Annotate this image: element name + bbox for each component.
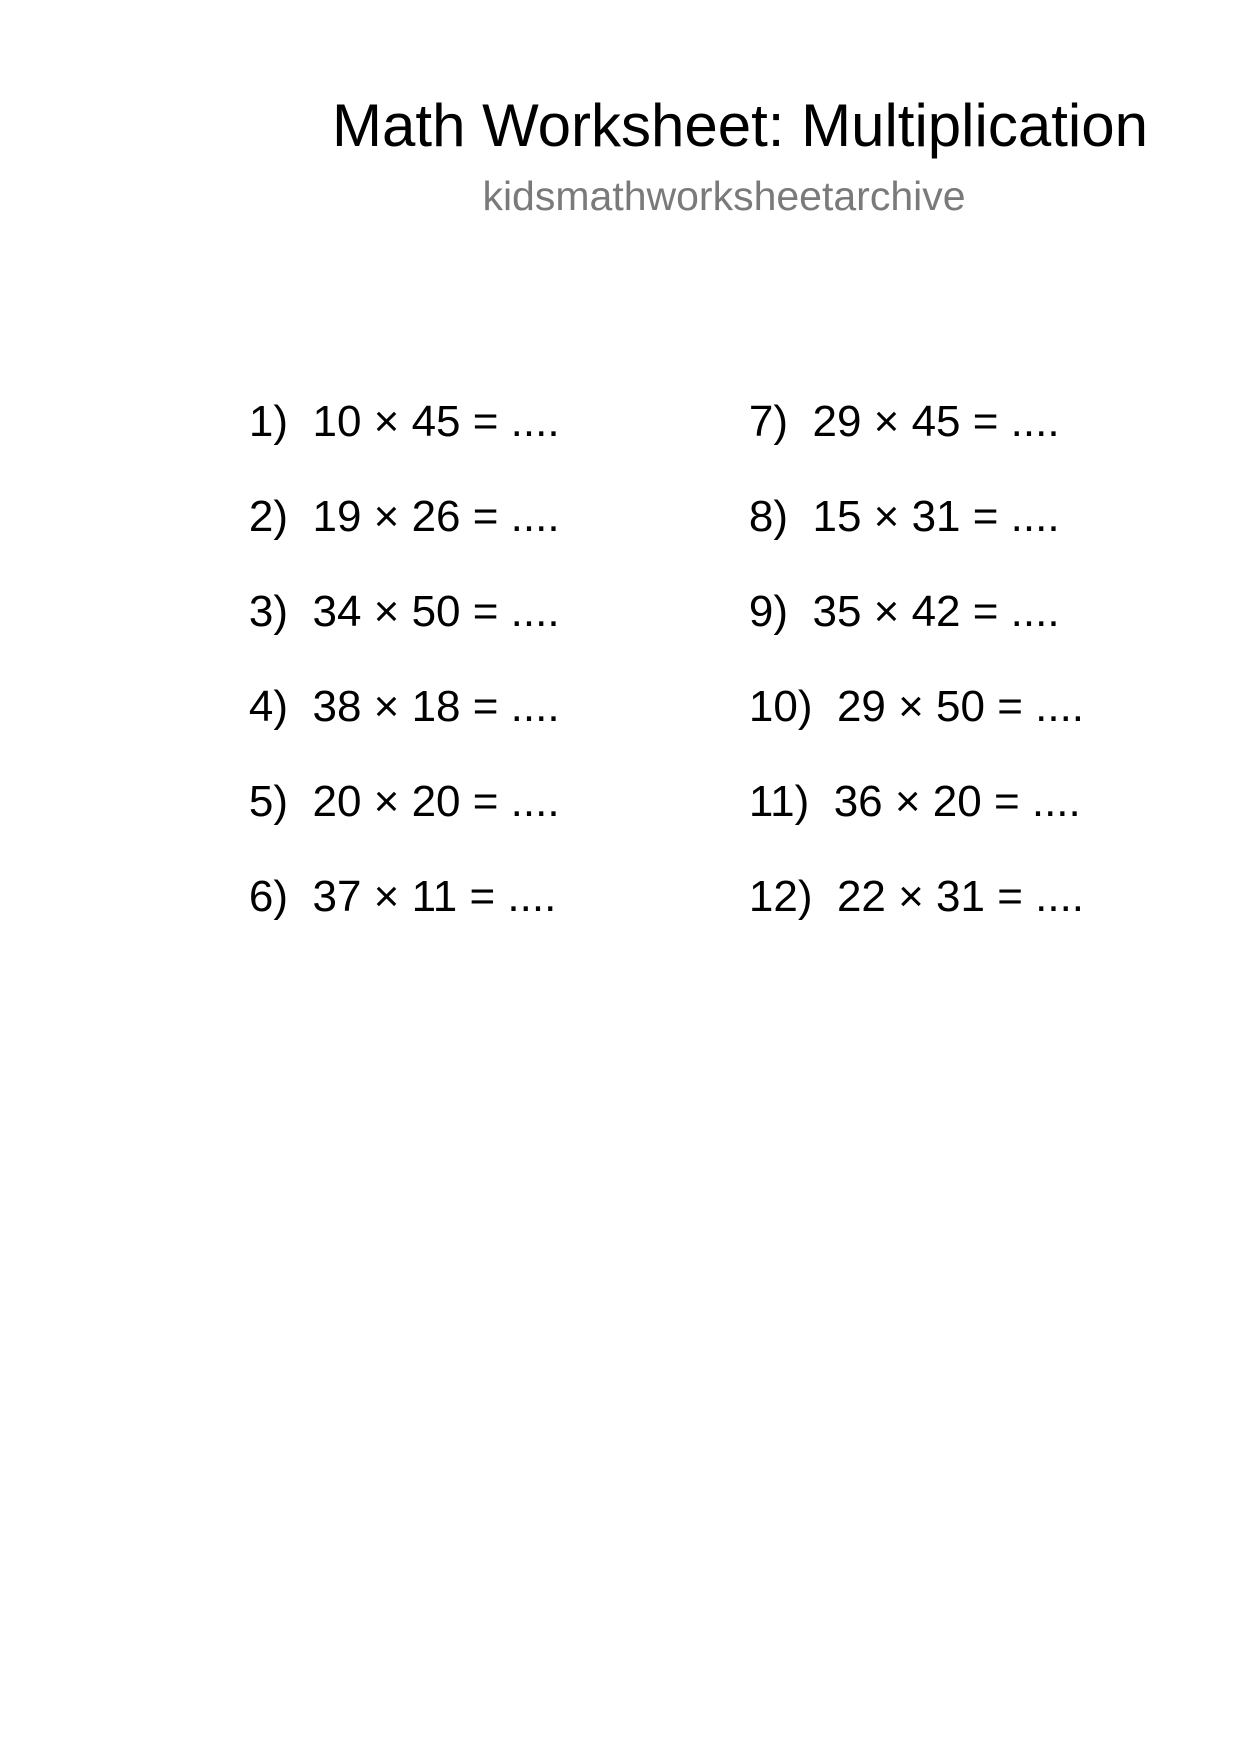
problem-number: 7) (748, 397, 789, 446)
problem-number: 2) (248, 492, 289, 541)
problem-expression: 15 × 31 = .... (812, 492, 1060, 541)
problem-expression: 29 × 45 = .... (812, 397, 1060, 446)
problem-expression: 38 × 18 = .... (312, 682, 560, 731)
problem-number: 12) (748, 872, 813, 921)
problem-number: 8) (748, 492, 789, 541)
problem-expression: 10 × 45 = .... (312, 397, 560, 446)
problem-item (200, 831, 556, 963)
problem-expression: 29 × 50 = .... (836, 682, 1085, 731)
problem-expression: 22 × 31 = .... (836, 872, 1085, 921)
problem-expression: 34 × 50 = .... (312, 587, 560, 636)
problem-number: 5) (248, 777, 289, 826)
page-title: Math Worksheet: Multiplication (332, 92, 1148, 159)
page-subtitle: kidsmathworksheetarchive (482, 173, 966, 219)
problem-item (700, 831, 1084, 963)
problem-expression: 35 × 42 = .... (812, 587, 1060, 636)
problem-number: 3) (248, 587, 289, 636)
problem-expression: 37 × 11 = .... (312, 872, 557, 921)
problem-number: 4) (248, 682, 289, 731)
problem-expression: 36 × 20 = .... (833, 777, 1081, 826)
problem-number: 11) (748, 777, 810, 826)
problem-number: 1) (248, 397, 289, 446)
problem-number: 9) (748, 587, 789, 636)
problem-number: 6) (248, 872, 289, 921)
problem-number: 10) (748, 682, 813, 731)
problem-expression: 19 × 26 = .... (312, 492, 560, 541)
problem-expression: 20 × 20 = .... (312, 777, 560, 826)
